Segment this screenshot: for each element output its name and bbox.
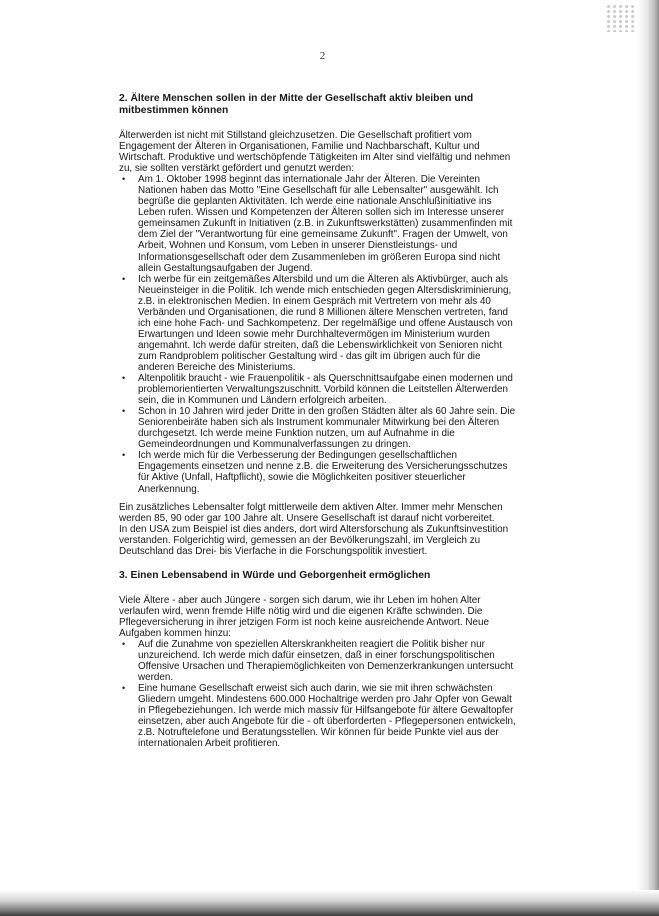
- list-item-text: Eine humane Gesellschaft erweist sich auch darin, wie sie mit ihren schwächsten Gliedern umgeht. Mindestens 600.000 Hochaltrige werden pro Jahr Opfer von Gewalt in Pflegebeziehungen. Ich werde mich massiv für Hilfsangebote für ältere Gewaltopfer einsetzen, aber auch Angebote für die - oft überforderten - Pflegepersonen entwickeln, z.B. Notruftelefone und Beratungsstellen. Wir können für beide Punkte viel aus der internationalen Arbeit profitieren.: [138, 683, 516, 750]
- section-2-heading: 2. Ältere Menschen sollen in der Mitte der Gesellschaft aktiv bleiben und mitbestimmen können: [119, 93, 474, 116]
- section-2-intro: Älterwerden ist nicht mit Stillstand gleichzusetzen. Die Gesellschaft profitiert vom Engagement der Älteren in Organisationen, Familie und Nachbarschaft, Kultur und Wirtschaft. Produktive und wertschöpfende Tätigkeiten im Alter sind vielfältig und nehmen zu, sie sollten verstärkt gefördert und genutzt werden:: [119, 130, 511, 175]
- section-3-intro: Viele Ältere - aber auch Jüngere - sorgen sich darum, wie ihr Leben im hohen Alter verlaufen wird, wenn fremde Hilfe nötig wird und die eigenen Kräfte schwinden. Die Pflegeversicherung in ihrer jetzigen Form ist noch keine ausreichende Antwort. Neue Aufgaben kommen hinzu:: [119, 594, 489, 639]
- scan-edge-bottom: [0, 890, 659, 916]
- bullet-icon: •: [122, 450, 126, 461]
- document-body: [119, 93, 517, 749]
- section-2-paragraph-lifespan: Ein zusätzliches Lebensalter folgt mittlerweile dem aktiven Alter. Immer mehr Menschen werden 85, 90 oder gar 100 Jahre alt. Unsere Gesellschaft ist darauf nicht vorbereitet.: [119, 501, 503, 524]
- bullet-icon: •: [122, 683, 126, 694]
- bullet-icon: •: [122, 273, 126, 284]
- list-item-text: Altenpolitik braucht - wie Frauenpolitik - als Querschnittsaufgabe einen modernen und problemorientierten Verwaltungszuschnitt. Vorbild können die Leitstellen Älterwerden sein, die in Kommunen und Ländern erfolgreich arbeiten.: [138, 373, 513, 407]
- bullet-icon: •: [122, 406, 126, 417]
- list-item: [119, 639, 517, 683]
- section-2-paragraph-usa: In den USA zum Beispiel ist dies anders, dort wird Altersforschung als Zukunftsinvestition verstanden. Folgerichtig wird, gemessen an der Bevölkerungszahl, im Vergleich zu Deutschland das Drei- bis Vierfache in die Forschungspolitik investiert.: [119, 523, 509, 557]
- page-number: 2: [319, 50, 326, 62]
- list-item-text: Ich werde mich für die Verbesserung der Bedingungen gesellschaftlichen Engagements einsetzen und nenne z.B. die Erweiterung des Versicherungsschutzes für Aktive (Unfall, Haftpflicht), sowie die Möglichkeiten positiver steuerlicher Anerkennung.: [138, 450, 508, 495]
- list-item-text: Ich werbe für ein zeitgemäßes Altersbild und um die Älteren als Aktivbürger, auch als Neueinsteiger in die Politik. Ich wende mich entschieden gegen Altersdiskriminierung, z.B. in elektronischen Medien. In einem Gespräch mit Vertretern von mehr als 40 Verbänden und Organisationen, die rund 8 Millionen ältere Menschen vertreten, fand ich eine hohe Fach- und Sachkompetenz. Der regelmäßige und offene Austausch von Erwartungen und Ideen sowie mehr Durchhaltevermögen im Ministerium wurden angemahnt. Ich werde dafür streiten, daß die Lebenswirklichkeit von Senioren nicht zum Randproblem politischer Gestaltung wird - das gilt im übrigen auch für die anderen Bereiche des Ministeriums.: [138, 273, 513, 373]
- list-item: [119, 174, 517, 273]
- bullet-icon: •: [122, 638, 126, 649]
- list-item-text: Auf die Zunahme von speziellen Alterskrankheiten reagiert die Politik bisher nur unzureichend. Ich werde mich dafür einsetzen, daß in einer forschungspolitischen Offensive Ursachen und Therapiemöglichkeiten von Demenzerkrankungen untersucht werden.: [138, 638, 514, 684]
- list-item: [119, 274, 517, 373]
- section-2-bullet-list: [119, 174, 517, 494]
- section-3-bullet-list: [119, 639, 517, 749]
- list-item: [119, 450, 517, 494]
- bullet-icon: •: [122, 373, 126, 384]
- list-item-text: Schon in 10 Jahren wird jeder Dritte in den großen Städten älter als 60 Jahre sein. Die Seniorenbeiräte haben sich als Instrument kommunaler Mitwirkung bei den Älteren durchgesetzt. Ich werde meine Funktion nutzen, um auf Aufnahme in die Gemeindeordnungen und Kommunalverfassungen zu dringen.: [138, 406, 516, 451]
- list-item: [119, 683, 517, 749]
- scan-edge-right: [637, 0, 659, 916]
- bullet-icon: •: [122, 174, 126, 185]
- list-item: [119, 406, 517, 450]
- section-3-heading: 3. Einen Lebensabend in Würde und Geborgenheit ermöglichen: [119, 569, 431, 581]
- list-item-text: Am 1. Oktober 1998 beginnt das internationale Jahr der Älteren. Die Vereinten Nationen haben das Motto "Eine Gesellschaft für alle Lebensalter" ausgewählt. Ich begrüße die geplanten Aktivitäten. Ich werde eine nationale Anschlußinitiative ins Leben rufen. Wissen und Kompetenzen der Älteren sollen sich im Interesse unserer gemeinsamen Zukunft in Initiativen (z.B. in Zukunftswerkstätten) zusammenfinden mit dem Ziel der "Verantwortung für eine gemeinsame Zukunft". Fragen der Umwelt, von Arbeit, Wohnen und Konsum, vom Leben in unserer Dienstleistungs- und Informationsgesellschaft oder dem Zusammenleben im größeren Europa sind nicht allein Gestaltungsaufgaben der Jugend.: [138, 174, 513, 274]
- list-item: [119, 373, 517, 406]
